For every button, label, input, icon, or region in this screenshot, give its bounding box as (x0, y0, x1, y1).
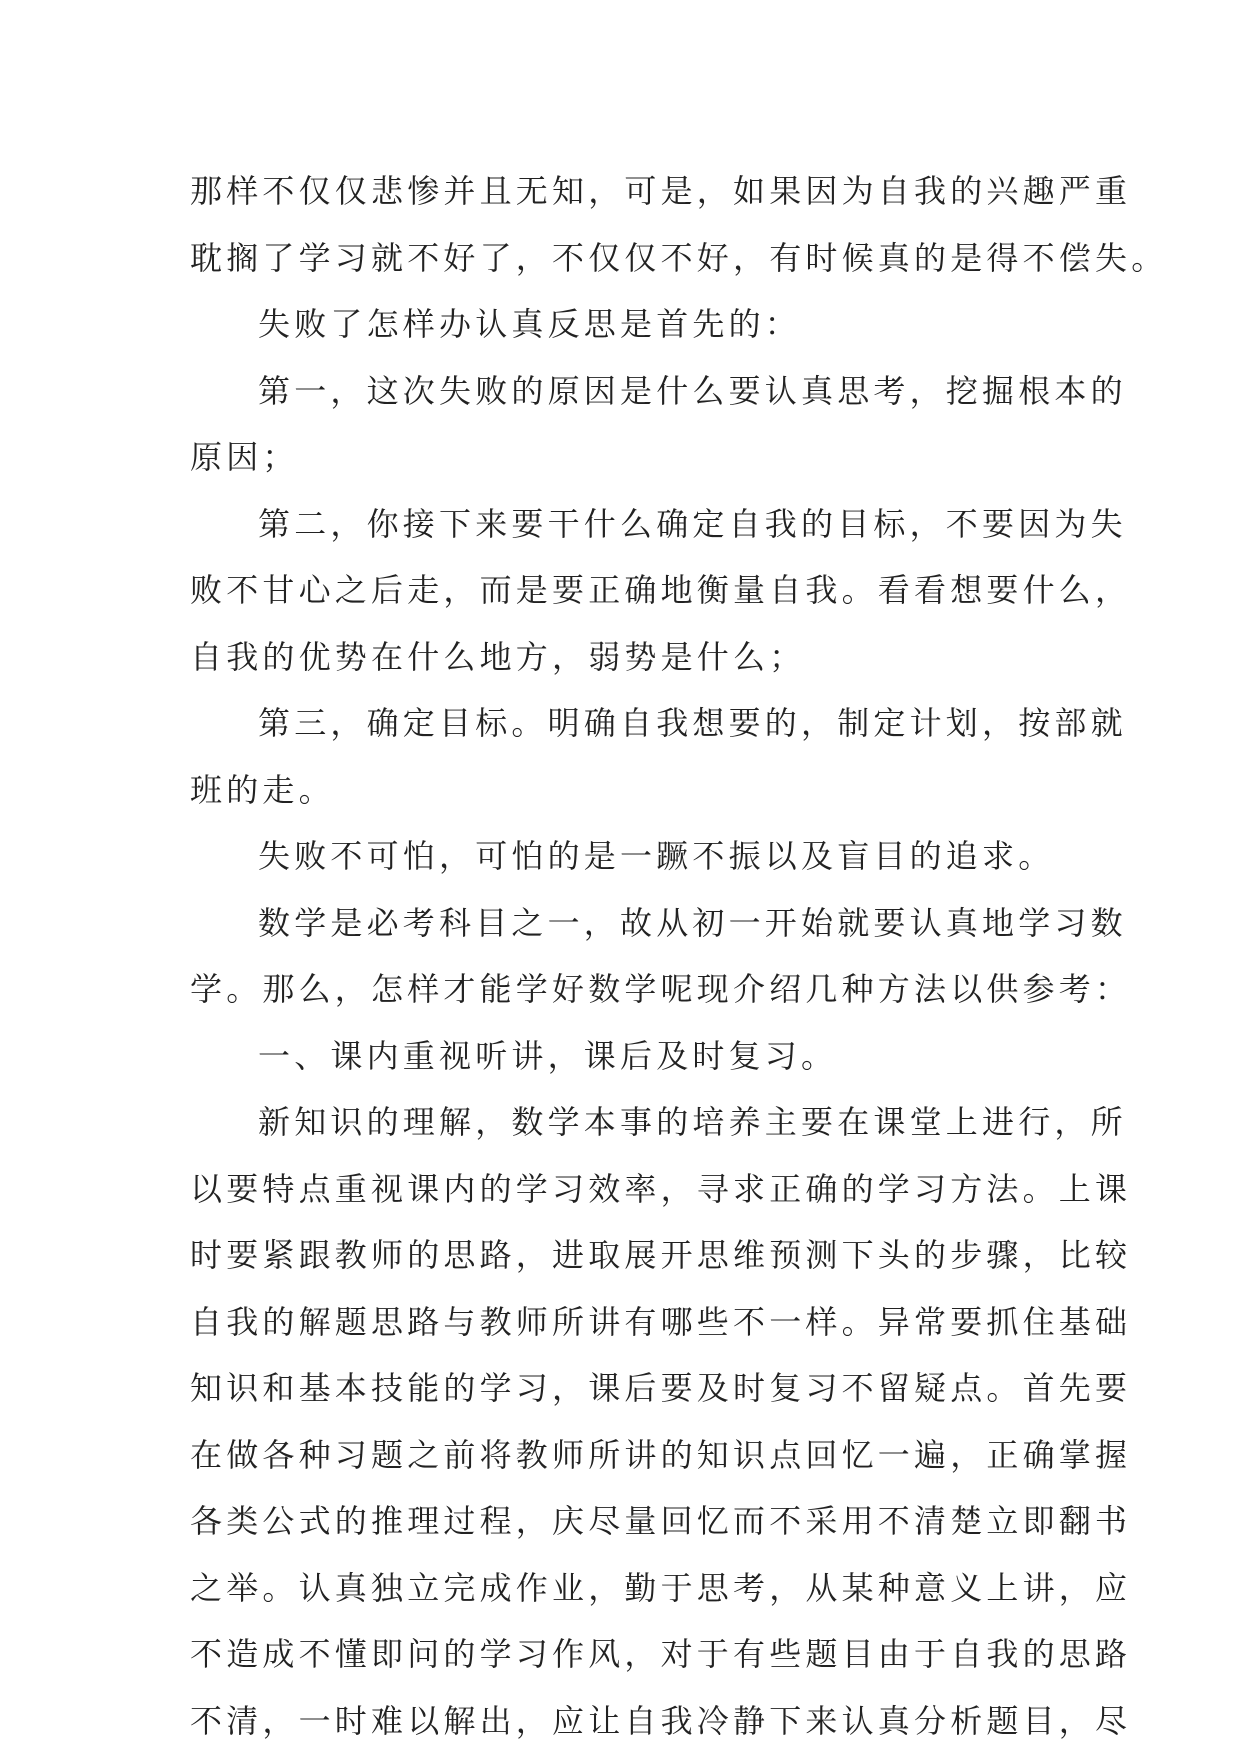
text-line: 时要紧跟教师的思路，进取展开思维预测下头的步骤，比较 (190, 1236, 1132, 1274)
text-line: 一、课内重视听讲，课后及时复习。 (258, 1036, 838, 1075)
text-line: 新知识的理解，数学本事的培养主要在课堂上进行，所 (258, 1103, 1127, 1141)
text-line: 败不甘心之后走，而是要正确地衡量自我。看看想要什么， (190, 571, 1132, 609)
text-line: 在做各种习题之前将教师所讲的知识点回忆一遍，正确掌握 (190, 1435, 1132, 1474)
text-line: 各类公式的推理过程，庆尽量回忆而不采用不清楚立即翻书 (190, 1502, 1132, 1540)
text-line: 不造成不懂即问的学习作风，对于有些题目由于自我的思路 (190, 1635, 1132, 1673)
text-line: 之举。认真独立完成作业，勤于思考，从某种意义上讲，应 (190, 1568, 1132, 1607)
text-line: 自我的解题思路与教师所讲有哪些不一样。异常要抓住基础 (190, 1302, 1132, 1341)
text-line: 班的走。 (190, 770, 335, 809)
text-line: 数学是必考科目之一，故从初一开始就要认真地学习数 (258, 903, 1127, 942)
text-line: 学。那么，怎样才能学好数学呢现介绍几种方法以供参考： (190, 970, 1132, 1008)
text-line: 自我的优势在什么地方，弱势是什么； (190, 637, 806, 676)
text-line: 第一，这次失败的原因是什么要认真思考，挖掘根本的 (258, 371, 1127, 410)
text-line: 第二，你接下来要干什么确定自我的目标，不要因为失 (258, 504, 1127, 543)
body-text (190, 158, 1168, 1754)
text-line: 原因； (190, 438, 299, 476)
text-line: 以要特点重视课内的学习效率，寻求正确的学习方法。上课 (190, 1169, 1132, 1208)
text-line: 失败不可怕，可怕的是一蹶不振以及盲目的追求。 (258, 837, 1055, 875)
text-line: 知识和基本技能的学习，课后要及时复习不留疑点。首先要 (190, 1369, 1132, 1407)
text-line: 耽搁了学习就不好了，不仅仅不好，有时候真的是得不偿失。 (190, 238, 1168, 277)
text-line: 失败了怎样办认真反思是首先的： (258, 305, 802, 343)
text-line: 那样不仅仅悲惨并且无知，可是，如果因为自我的兴趣严重 (190, 172, 1132, 210)
text-line: 第三，确定目标。明确自我想要的，制定计划，按部就 (258, 704, 1127, 742)
text-line: 不清，一时难以解出，应让自我冷静下来认真分析题目，尽 (190, 1701, 1132, 1740)
